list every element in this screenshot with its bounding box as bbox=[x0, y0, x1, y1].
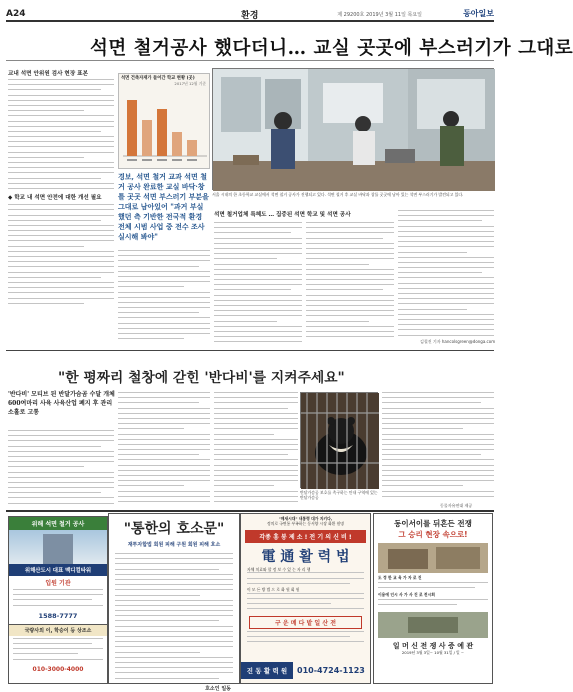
ad3-banner: 각종 흥 봉 제 소 ! 전 기 의 신 비 ! bbox=[245, 530, 366, 543]
ad3-title: 電 通 활 력 법 bbox=[261, 548, 350, 565]
article2-headline: "한 평짜리 철창에 갇힌 '반다비'를 지켜주세요" bbox=[58, 370, 345, 386]
article2-subhead: '반다비' 모티브 된 반달가슴곰 수달 개체 600여마리 사육 사육산업 폐지 후 관리 소홀로 고통 bbox=[8, 391, 115, 416]
ad4-title2: 그 승리 현장 속으로! bbox=[398, 530, 468, 539]
article-divider bbox=[6, 350, 494, 351]
ad-war-exhibition[interactable] bbox=[373, 513, 493, 684]
ad3-item1: 자체 치료와 할 정 보 수 있 는 자 리 행 bbox=[247, 566, 311, 572]
ad3-item2: 이 모 든 방 법 으 로 화 원 회 원 bbox=[247, 586, 300, 592]
ad3-top-line-2: 정의로 국면통 부족하는 동서양 시장 화환 원명 bbox=[267, 520, 344, 526]
article2-text-col1 bbox=[8, 430, 114, 508]
article1-section-heading: ◆ 학교 내 석면 안전에 대한 개선 필요 bbox=[8, 195, 102, 202]
article1-text-col2 bbox=[118, 250, 210, 344]
article2-text-col4 bbox=[382, 392, 494, 500]
article1-pull-quote: 경보, 석면 철거 교과 석면 철거 공사 완료한 교실 바닥·창틀 곳곳 석면 부스러기 부분을 그대로 남아있어 "과거 부실했던 측 기반한 전국적 환경 전체 시범 사업 중 전수 조사 실시해 봐야" bbox=[118, 172, 209, 241]
article1-photo-caption: 서울 시내의 한 초등학교 교실에서 석면 철거 공사가 진행되고 있다. 석면 철거 후 교실 바닥과 창틀 곳곳에 남아 있는 석면 부스러기가 발견되고 있다. bbox=[212, 192, 464, 197]
ad1-highlight: 입원 기관 bbox=[45, 580, 71, 587]
ad1-banner: 위해산도시 대표 맥디컬타워 bbox=[9, 564, 107, 576]
ad4-caption: 일 머 신 전 쟁 사 증 예 관 bbox=[392, 641, 474, 651]
ad3-top-line-1: "매새시대" 내통령 대가 지키다, bbox=[278, 516, 333, 521]
ad2-sign: 호소인 일동 bbox=[205, 685, 231, 692]
ad1-building-image bbox=[9, 530, 107, 564]
ad1-title: 위해 석면 철거 공사 bbox=[9, 517, 107, 530]
page-number: A24 bbox=[6, 9, 26, 19]
ad4-photo2 bbox=[378, 612, 488, 638]
article1-text-col1 bbox=[8, 79, 114, 344]
ad2-title: "통한의 호소문" bbox=[123, 521, 225, 537]
ad1-phone: 1588-7777 bbox=[38, 611, 78, 620]
caged-bear-photo bbox=[300, 392, 378, 488]
ad-vitality-clinic[interactable] bbox=[240, 513, 371, 684]
ad4-label2: 이용에 인시 사 가 사 진 로 전시회 bbox=[378, 592, 435, 598]
ad2-subtitle: 재투자합법 회원 피해 구원 회원 피해 호소 bbox=[127, 542, 221, 548]
article1-byline: 김철진 기자 hancolsgreen@donga.com bbox=[420, 339, 496, 344]
chart-title: 석면 건축자재가 들어간 학교 현황 (곳) bbox=[121, 76, 195, 81]
headline-divider bbox=[6, 60, 494, 61]
article1-text-col4 bbox=[306, 222, 394, 344]
ad1-lower-phone: 010-3000-4000 bbox=[32, 665, 84, 673]
classroom-asbestos-photo bbox=[212, 68, 494, 190]
article2-text-col2 bbox=[118, 392, 210, 508]
article2-photo-caption: 반달가슴곰 보호를 촉구하는 안내 구역에 있는 반달가슴곰 bbox=[300, 490, 378, 500]
ad-medical-tower[interactable] bbox=[8, 516, 108, 684]
article1-text-col5 bbox=[398, 210, 494, 338]
article1-headline: 석면 철거공사 했다더니… 교실 곳곳에 부스러기가 그대로 bbox=[90, 38, 573, 59]
ad-appeal-letter[interactable] bbox=[108, 513, 240, 692]
ad4-photo1 bbox=[378, 543, 488, 573]
ad3-company: 진 동 활 력 원 bbox=[241, 662, 293, 679]
issue-date: 제 29200호 2019년 3월 11일 목요일 bbox=[337, 12, 422, 18]
section-name: 환경 bbox=[241, 11, 259, 21]
masthead-logo: 동아일보 bbox=[463, 9, 494, 18]
chart-subtitle: 2017년 12월 기준 bbox=[174, 81, 206, 86]
article2-text-col3 bbox=[214, 392, 298, 508]
ad1-lower-title: 국량사외 이, 학승이 등 상조소 bbox=[9, 624, 107, 636]
ads-divider bbox=[6, 510, 494, 512]
article1-subhead: 교내 석면 안위원 검사 현장 표본 bbox=[8, 71, 88, 77]
page-header bbox=[6, 6, 494, 22]
ad4-label1: 도 정 한 교 육 가 자 로 진 bbox=[378, 575, 422, 580]
ad3-phone: 010-4724-1123 bbox=[297, 665, 365, 675]
article1-column-heading: 석면 철거업체 특혜도 … 집중된 석면 학교 및 석면 공사 bbox=[214, 212, 351, 218]
asbestos-schools-chart bbox=[118, 73, 210, 169]
article2-byline: 동물자유연대 제공 bbox=[440, 503, 473, 508]
chart-bars bbox=[119, 74, 211, 170]
ad4-date: 2019년 3월 3일~ 10월 31일 / 일 ~ bbox=[401, 650, 465, 656]
ad4-title1: 동이서이를 뒤흔든 전쟁 bbox=[394, 519, 472, 528]
ad3-sub-banner: 구 운 메 다 밭 일 산 전 bbox=[249, 616, 362, 629]
article1-text-col3 bbox=[214, 210, 351, 344]
